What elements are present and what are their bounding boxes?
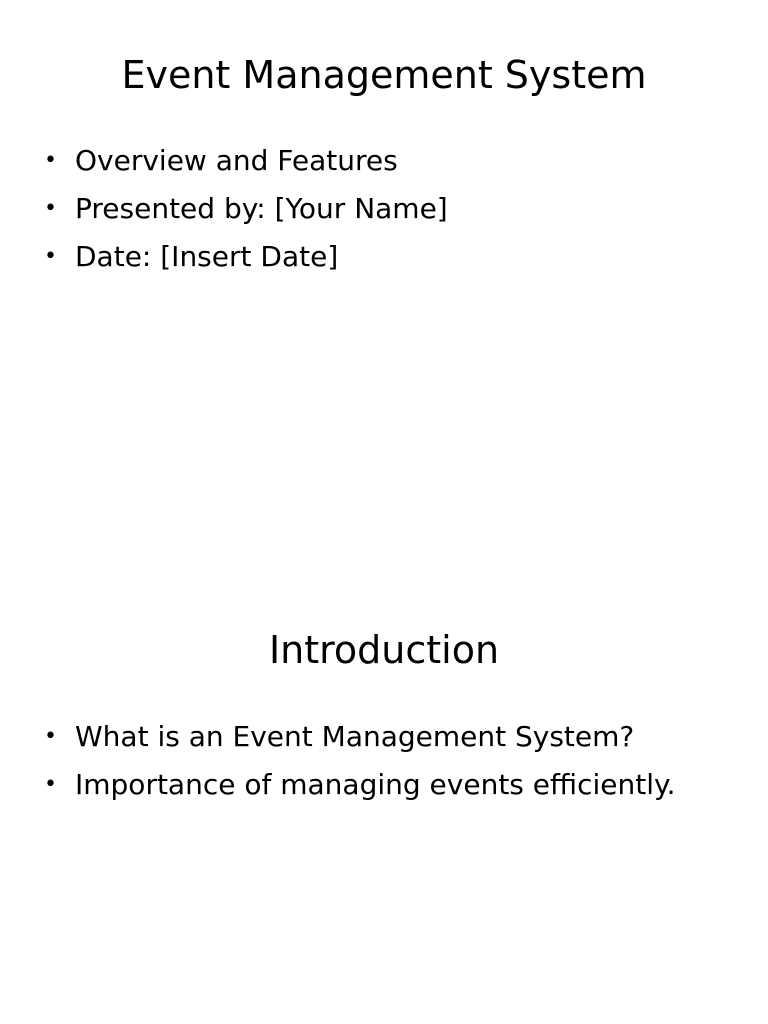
bullet-text: Overview and Features [75, 144, 398, 177]
bullet-item [44, 137, 448, 185]
bullet-list [44, 713, 675, 809]
slide-title: Introduction [268, 628, 500, 672]
bullet-icon: • [44, 148, 57, 173]
bullet-icon: • [44, 196, 57, 221]
bullet-icon: • [44, 772, 57, 797]
bullet-icon: • [44, 244, 57, 269]
bullet-item [44, 761, 675, 809]
bullet-item [44, 185, 448, 233]
bullet-text: Presented by: [Your Name] [75, 192, 448, 225]
bullet-item [44, 713, 675, 761]
bullet-text: Importance of managing events efficiently. [75, 768, 676, 801]
bullet-list [44, 137, 448, 281]
bullet-text: What is an Event Management System? [75, 720, 635, 753]
bullet-text: Date: [Insert Date] [75, 240, 339, 273]
bullet-icon: • [44, 724, 57, 749]
bullet-item [44, 233, 448, 281]
slide-2 [0, 576, 768, 1024]
slide-title: Event Management System [121, 53, 647, 97]
